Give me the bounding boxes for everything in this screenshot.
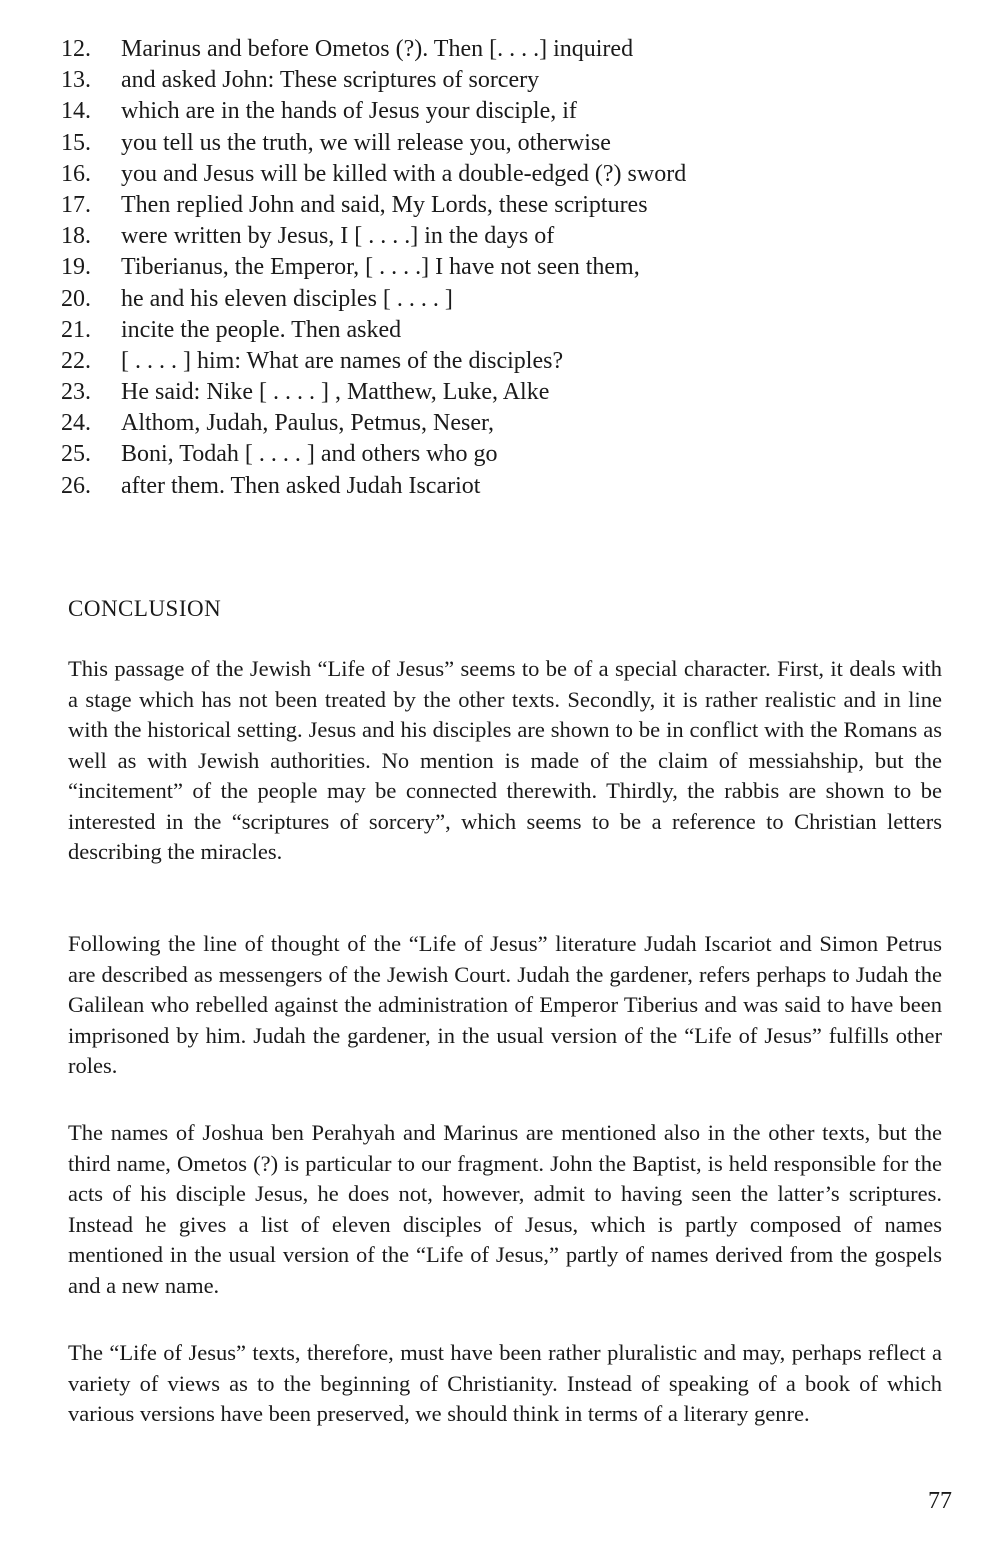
line-text: Marinus and before Ometos (?). Then [. . . .] inquired bbox=[121, 36, 634, 62]
paragraph: The “Life of Jesus” texts, therefore, must have been rather pluralistic and may, perhaps reflect a variety of views as to the beginning of Christianity. Instead of speaking of a book of which various versions have been preserved, we should think in terms of a literary genre. bbox=[68, 1340, 942, 1426]
text-line bbox=[61, 315, 961, 346]
text-line bbox=[61, 159, 961, 190]
line-text: and asked John: These scriptures of sorcery bbox=[121, 67, 540, 94]
line-text: Boni, Todah [ . . . . ] and others who go bbox=[121, 441, 498, 468]
numbered-text-block bbox=[61, 34, 961, 502]
line-text: you and Jesus will be killed with a double-edged (?) sword bbox=[121, 160, 687, 187]
paragraph: Following the line of thought of the “Life of Jesus” literature Judah Iscariot and Simon Petrus are described as messengers of the Jewish Court. Judah the gardener, refers perhaps to Judah the Galilean who rebelled against the administration of Emperor Tiberius and was said to have been imprisoned by him. Judah the gardener, in the usual version of the “Life of Jesus” fulfills other roles. bbox=[68, 931, 942, 1078]
text-line bbox=[61, 284, 961, 315]
text-line bbox=[61, 408, 961, 439]
line-number: 25. bbox=[61, 441, 91, 468]
line-number: 26. bbox=[61, 472, 91, 499]
line-text: which are in the hands of Jesus your disciple, if bbox=[121, 98, 577, 125]
text-line bbox=[61, 128, 961, 159]
line-text: He said: Nike [ . . . . ] , Matthew, Luke, Alke bbox=[121, 379, 550, 406]
page-number: 77 bbox=[928, 1488, 952, 1514]
line-number: 20. bbox=[61, 285, 91, 312]
line-number: 21. bbox=[61, 316, 91, 343]
line-text: Althom, Judah, Paulus, Petmus, Neser, bbox=[121, 410, 495, 437]
line-text: after them. Then asked Judah Iscariot bbox=[121, 472, 481, 499]
text-line bbox=[61, 190, 961, 221]
line-number: 18. bbox=[61, 223, 91, 250]
line-text: incite the people. Then asked bbox=[121, 316, 402, 343]
text-line bbox=[61, 221, 961, 252]
line-text: he and his eleven disciples [ . . . . ] bbox=[121, 285, 453, 312]
line-number: 14. bbox=[61, 98, 91, 125]
text-line bbox=[61, 471, 961, 502]
line-text: Then replied John and said, My Lords, these scriptures bbox=[121, 191, 648, 218]
text-line bbox=[61, 252, 961, 283]
line-number: 15. bbox=[61, 129, 91, 156]
line-text: you tell us the truth, we will release you, otherwise bbox=[121, 129, 611, 156]
line-text: Tiberianus, the Emperor, [ . . . .] I have not seen them, bbox=[121, 254, 640, 281]
line-number: 23. bbox=[61, 379, 91, 406]
paragraph: This passage of the Jewish “Life of Jesus” seems to be of a special character. First, it deals with a stage which has not been treated by the other texts. Secondly, it is rather realistic and in line with the historical setting. Jesus and his disciples are shown to be in conflict with the Romans as well as with Jewish authorities. No mention is made of the claim of messiahship, but the “incitement” of the people may be connected therewith. Thirdly, the rabbis are shown to be interested in the “scriptures of sorcery”, which seems to be a reference to Christian letters describing the miracles. bbox=[68, 656, 942, 864]
text-line bbox=[61, 96, 961, 127]
line-number: 22. bbox=[61, 347, 91, 374]
text-line bbox=[61, 346, 961, 377]
line-number: 16. bbox=[61, 160, 91, 187]
text-line bbox=[61, 377, 961, 408]
line-text: were written by Jesus, I [ . . . .] in the days of bbox=[121, 223, 555, 250]
line-number: 12. bbox=[61, 36, 91, 62]
line-text: [ . . . . ] him: What are names of the disciples? bbox=[121, 347, 564, 374]
text-line bbox=[61, 34, 961, 65]
line-number: 24. bbox=[61, 410, 91, 437]
text-line bbox=[61, 439, 961, 470]
line-number: 13. bbox=[61, 67, 91, 94]
paragraph: The names of Joshua ben Perahyah and Marinus are mentioned also in the other texts, but the third name, Ometos (?) is particular to our fragment. John the Baptist, is held responsible for the acts of his disciple Jesus, he does not, however, admit to having seen the latter’s scriptures. Instead he gives a list of eleven disciples of Jesus, which is partly composed of names mentioned in the usual version of the “Life of Jesus,” partly of names derived from the gospels and a new name. bbox=[68, 1120, 942, 1298]
line-number: 17. bbox=[61, 191, 91, 218]
text-line bbox=[61, 65, 961, 96]
section-heading: CONCLUSION bbox=[68, 596, 222, 621]
line-number: 19. bbox=[61, 254, 91, 281]
